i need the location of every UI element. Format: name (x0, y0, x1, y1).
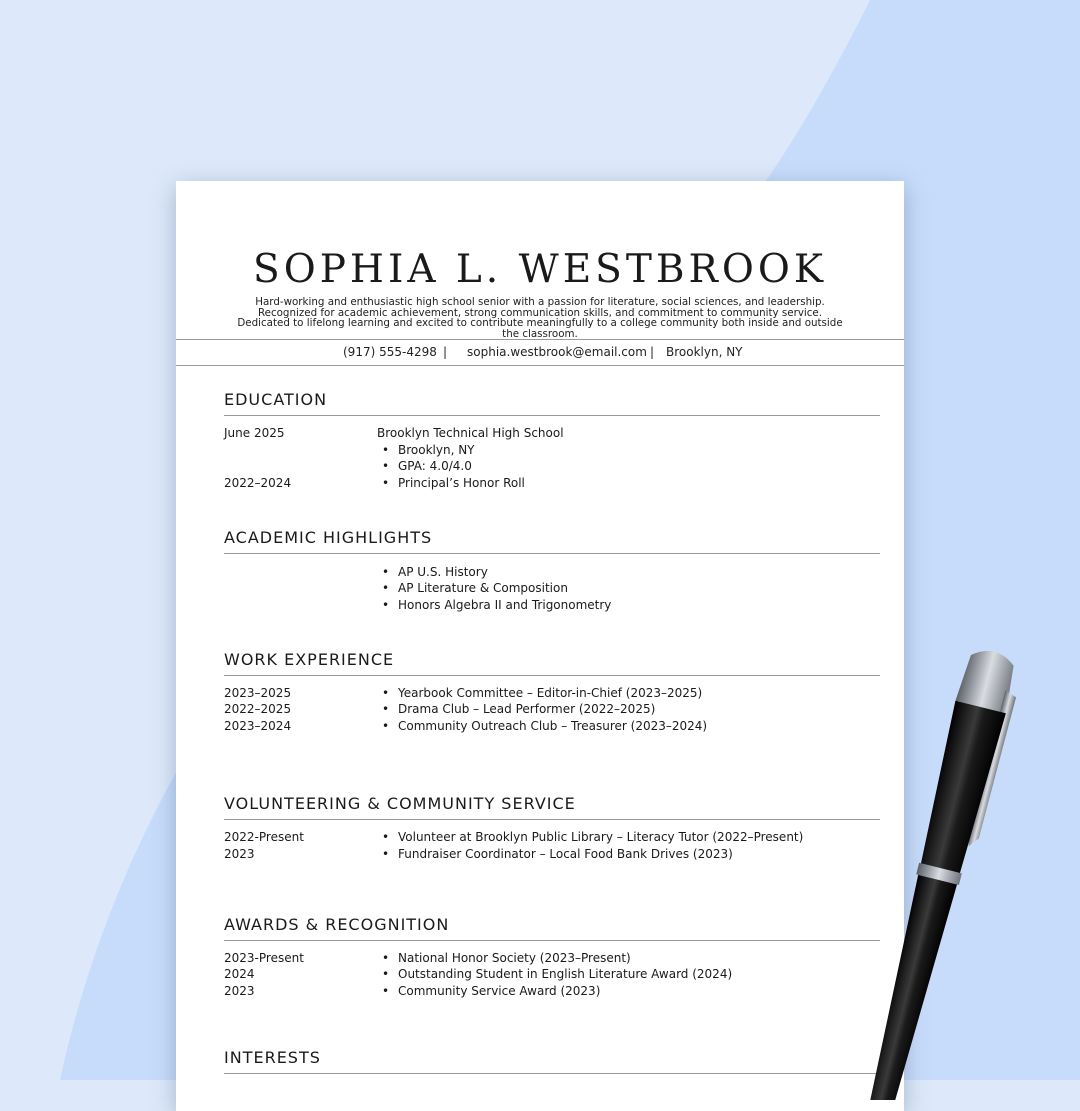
contact-separator: | (443, 345, 448, 359)
contact-separator: | (650, 345, 655, 359)
section-title-work-experience: WORK EXPERIENCE (224, 650, 880, 676)
award-item: • Community Service Award (2023) (382, 984, 600, 998)
section-title-interests: INTERESTS (224, 1048, 880, 1074)
highlight-bullet: • AP U.S. History (382, 565, 488, 579)
work-item: • Yearbook Committee – Editor-in-Chief (2023–2025) (382, 686, 702, 700)
education-school: Brooklyn Technical High School (377, 426, 564, 440)
award-date: 2023-Present (224, 951, 304, 965)
award-date: 2024 (224, 967, 255, 981)
award-item: • National Honor Society (2023–Present) (382, 951, 631, 965)
education-date: June 2025 (224, 426, 285, 440)
award-item: • Outstanding Student in English Literature Award (2024) (382, 967, 732, 981)
contact-location: Brooklyn, NY (666, 345, 743, 359)
highlight-bullet: • AP Literature & Composition (382, 581, 568, 595)
contact-bar (176, 339, 904, 366)
work-item: • Drama Club – Lead Performer (2022–2025) (382, 702, 655, 716)
volunteer-date: 2022-Present (224, 830, 304, 844)
education-bullet: • GPA: 4.0/4.0 (382, 459, 472, 473)
education-date: 2022–2024 (224, 476, 292, 490)
work-date: 2022–2025 (224, 702, 292, 716)
highlight-bullet: • Honors Algebra II and Trigonometry (382, 598, 611, 612)
education-bullet: • Brooklyn, NY (382, 443, 475, 457)
award-date: 2023 (224, 984, 255, 998)
section-title-volunteering: VOLUNTEERING & COMMUNITY SERVICE (224, 794, 880, 820)
volunteer-item: • Volunteer at Brooklyn Public Library – Literacy Tutor (2022–Present) (382, 830, 803, 844)
volunteer-date: 2023 (224, 847, 255, 861)
contact-email: sophia.westbrook@email.com (467, 345, 647, 359)
work-date: 2023–2025 (224, 686, 292, 700)
education-bullet: • Principal’s Honor Roll (382, 476, 525, 490)
resume-page (176, 181, 904, 1111)
volunteer-item: • Fundraiser Coordinator – Local Food Bank Drives (2023) (382, 847, 733, 861)
summary-text: Hard-working and enthusiastic high school senior with a passion for literature, social sciences, and leadership. Recognized for academic achievement, strong communication skills, and commitment to community service. Dedicated to lifelong learning and excited to contribute meaningfully to a college community both inside and outside the classroom. (237, 296, 843, 340)
resume-name: SOPHIA L. WESTBROOK (253, 247, 827, 292)
work-item: • Community Outreach Club – Treasurer (2023–2024) (382, 719, 707, 733)
section-title-education: EDUCATION (224, 390, 880, 416)
fountain-pen-icon (820, 640, 1020, 1100)
work-date: 2023–2024 (224, 719, 292, 733)
section-title-awards: AWARDS & RECOGNITION (224, 915, 880, 941)
contact-phone: (917) 555-4298 (343, 345, 437, 359)
section-title-academic-highlights: ACADEMIC HIGHLIGHTS (224, 528, 880, 554)
